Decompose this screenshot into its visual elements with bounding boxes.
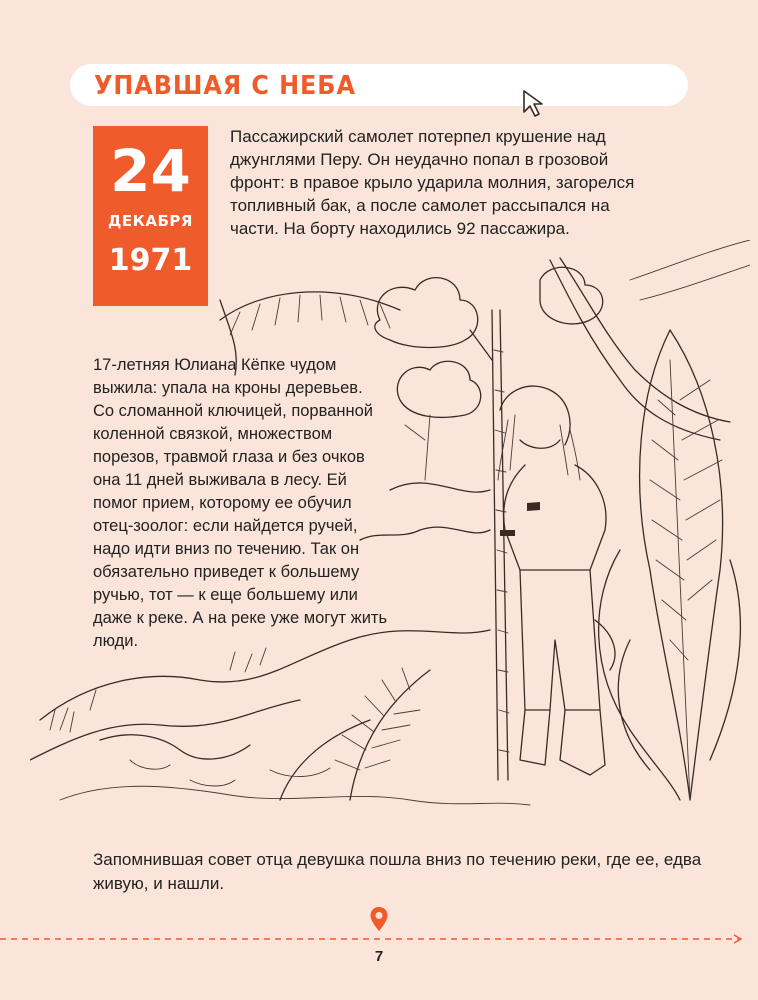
cursor-arrow-icon [520, 88, 554, 122]
page-number: 7 [374, 948, 384, 965]
location-pin-icon [369, 906, 389, 934]
story-paragraph: 17-летняя Юлиана Кёпке чудом выжила: упала на кроны деревьев. Со сломанной ключицей, порванной коленной связкой, множеством порезов, травмой глаза и без очков она 11 дней выживала в лесу. Ей помог прием, которому ее обучил отец-зоолог: если найдется ручей, надо идти вниз по течению. Так он обязательно приведет к большему ручью, тот — к еще большему или даже к реке. А на реке уже могут жить люди. [93, 356, 388, 650]
page-title: УПАВШАЯ С НЕБА [94, 71, 356, 101]
footer-dashed-line [0, 934, 758, 944]
date-year: 1971 [108, 243, 193, 278]
title-bar [70, 64, 688, 106]
intro-paragraph: Пассажирский самолет потерпел крушение над джунглями Перу. Он неудачно попал в грозовой фронт: в правое крыло ударила молния, загорелся топливный бак, а после самолет рассыпался на части. На борту находились 92 пассажира. [230, 127, 635, 238]
date-month: ДЕКАБРЯ [108, 212, 193, 230]
ending-paragraph: Запомнившая совет отца девушка пошла вниз по течению реки, где ее, едва живую, и нашли. [93, 850, 702, 893]
date-day: 24 [110, 137, 191, 205]
